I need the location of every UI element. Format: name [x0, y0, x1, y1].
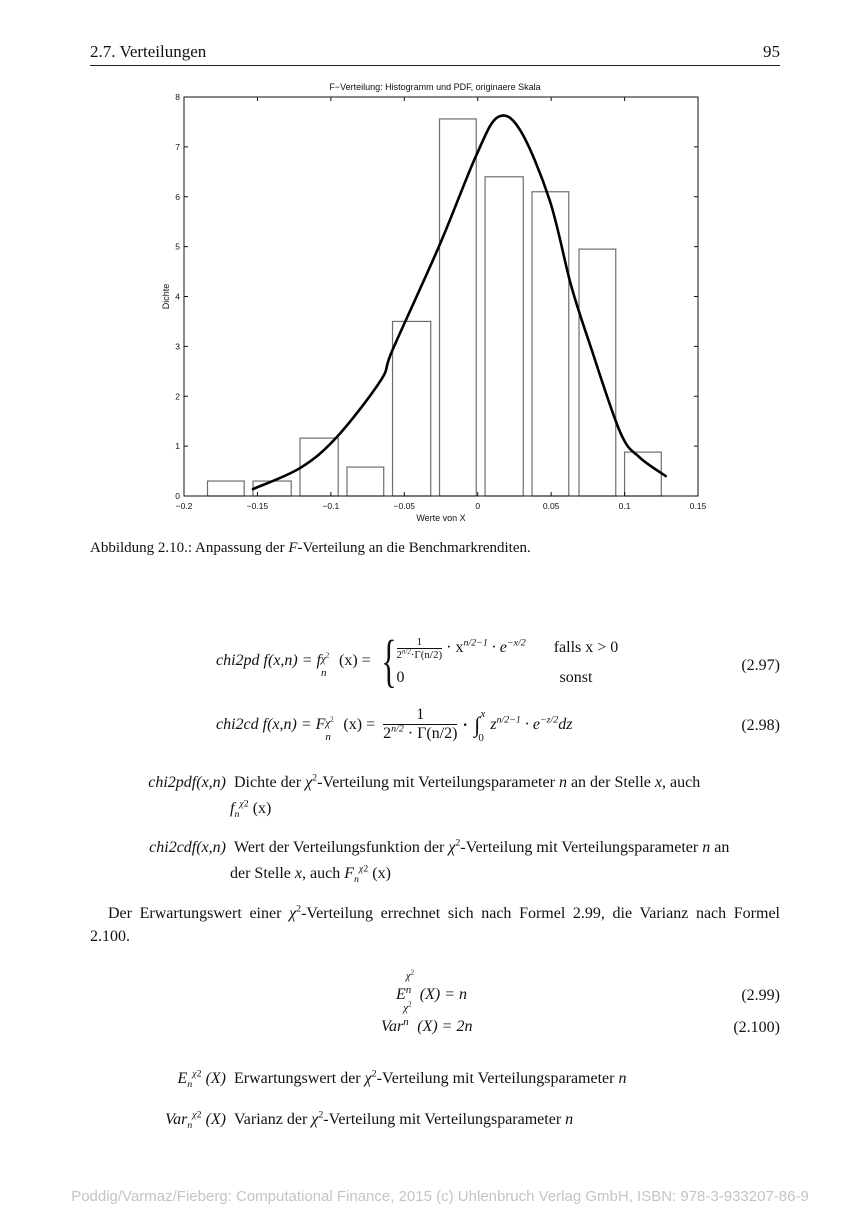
x-axis-label: Werte von X: [416, 513, 466, 523]
header-rule: [90, 65, 780, 66]
running-header-section: 2.7. Verteilungen: [90, 42, 207, 61]
definition-chi2cdf: chi2cdf(x,n) Wert der Verteilungsfunktion der $\chi^2$-Verteilung mit Verteilungsparameter n an: [118, 836, 729, 859]
x-tick-label: −0.2: [175, 501, 193, 511]
x-tick-label: −0.15: [246, 501, 269, 511]
histogram-bar-4: [347, 467, 384, 496]
x-tick-label: −0.1: [322, 501, 340, 511]
caption-prefix: Abbildung 2.10.: Anpassung der: [90, 540, 289, 556]
histogram-bar-2: [253, 481, 291, 496]
definition-variance: Var$_n^{\chi 2}$ (X) Varianz der $\chi^2$-Verteilung mit Verteilungsparameter n: [118, 1108, 573, 1131]
y-axis-label: Dichte: [161, 283, 171, 310]
case1-fraction: $\frac{1}{2^{n/2}\cdot\Gamma(n/2)}$: [396, 635, 443, 661]
x-tick-label: 0: [475, 501, 481, 511]
y-tick-label: 6: [175, 191, 180, 202]
y-tick-label: 3: [175, 341, 180, 352]
caption-var: F: [288, 540, 298, 556]
histogram-bar-5: [393, 321, 431, 496]
y-tick-label: 1: [175, 441, 180, 452]
y-axis-ticks: [175, 92, 698, 501]
equation-number-2-97: (2.97): [741, 657, 780, 674]
left-brace: {: [380, 628, 397, 693]
equation-2-98: chi2cd f(x,n) = F $\chi^2$ n (x) = $\frac{1}{2^{n/2} \cdot \Gamma(n/2)}$ · ∫ x 0 $z^{n/2-1} \cdot e^{-z/2}dz$: [216, 706, 573, 744]
definition-chi2pdf: chi2pdf(x,n) Dichte der $\chi^2$-Verteilung mit Verteilungsparameter n an der Stelle x, auch: [118, 771, 700, 794]
eq298-lhs: chi2cd f(x,n) = F $\chi^2$ n (x) =: [216, 715, 376, 743]
definition-chi2pdf-line2: $f_n^{\chi 2}$ (x): [230, 798, 272, 821]
histogram-bar-7: [485, 177, 523, 496]
y-tick-label: 2: [175, 391, 180, 402]
page-number: 95: [763, 42, 780, 61]
case-1: $\frac{1}{2^{n/2}\cdot\Gamma(n/2)}$ · $x^{n/2-1} \cdot e^{-x/2}$ falls x > 0: [396, 635, 619, 661]
caption-suffix: -Verteilung an die Benchmarkrenditen.: [297, 540, 531, 556]
equation-number-2-99: (2.99): [741, 987, 780, 1004]
integral-sign: · ∫: [461, 711, 481, 737]
equation-number-2-100: (2.100): [733, 1019, 780, 1036]
histogram-bar-8: [532, 192, 569, 496]
histogram-bar-6: [440, 119, 477, 496]
figure-caption: [90, 540, 531, 557]
x-tick-label: 0.05: [542, 501, 560, 511]
copyright-footer: Poddig/Varmaz/Fieberg: Computational Finance, 2015 (c) Uhlenbruch Verlag GmbH, ISBN: 978-3-933207-86-9: [71, 1188, 809, 1205]
equation-2-99: E $\chi^2$ n (X) = n: [396, 969, 468, 1003]
histogram-bar-3: [300, 438, 338, 496]
x-tick-label: −0.05: [393, 501, 416, 511]
definition-term: chi2pdf(x,n): [148, 774, 226, 791]
equation-number-2-98: (2.98): [741, 717, 780, 734]
definition-expectation: $E_n^{\chi 2}$ (X) Erwartungswert der $\chi^2$-Verteilung mit Verteilungsparameter n: [118, 1067, 626, 1090]
y-tick-label: 8: [175, 92, 180, 102]
equation-2-97: [216, 628, 619, 693]
definition-term: chi2cdf(x,n): [149, 839, 226, 856]
definition-term: Var$_n^{\chi 2}$ (X): [165, 1109, 226, 1132]
eq297-lhs: chi2pd f(x,n) = f $\chi^2$ n (x) =: [216, 652, 371, 679]
definition-term: $E_n^{\chi 2}$ (X): [177, 1068, 226, 1091]
y-tick-label: 4: [175, 291, 180, 302]
y-tick-label: 0: [175, 491, 180, 501]
x-tick-label: 0.1: [618, 501, 631, 511]
histogram-pdf-chart: [150, 76, 720, 528]
y-tick-label: 5: [175, 241, 180, 252]
case2-condition: sonst: [559, 668, 593, 686]
histogram-bar-9: [579, 249, 616, 496]
histogram-bar-1: [207, 481, 244, 496]
chart-title: F−Verteilung: Histogramm und PDF, originaere Skala: [329, 82, 541, 92]
body-paragraph: Der Erwartungswert einer $\chi^2$-Verteilung errechnet sich nach Formel 2.99, die Varianz nach Formel 2.100.: [90, 903, 781, 945]
eq298-fraction: $\frac{1}{2^{n/2} \cdot \Gamma(n/2)}$: [383, 706, 458, 742]
case1-condition: falls x > 0: [553, 639, 619, 656]
definition-chi2cdf-line2: der Stelle x, auch $F_n^{\chi 2}$ (x): [230, 863, 391, 886]
histogram-bars: [207, 119, 661, 496]
y-tick-label: 7: [175, 141, 180, 152]
case-2: 0 sonst: [396, 668, 593, 686]
x-tick-label: 0.15: [689, 501, 707, 511]
equation-2-100: Var $\chi^2$ n (X) = 2n: [381, 1001, 473, 1035]
